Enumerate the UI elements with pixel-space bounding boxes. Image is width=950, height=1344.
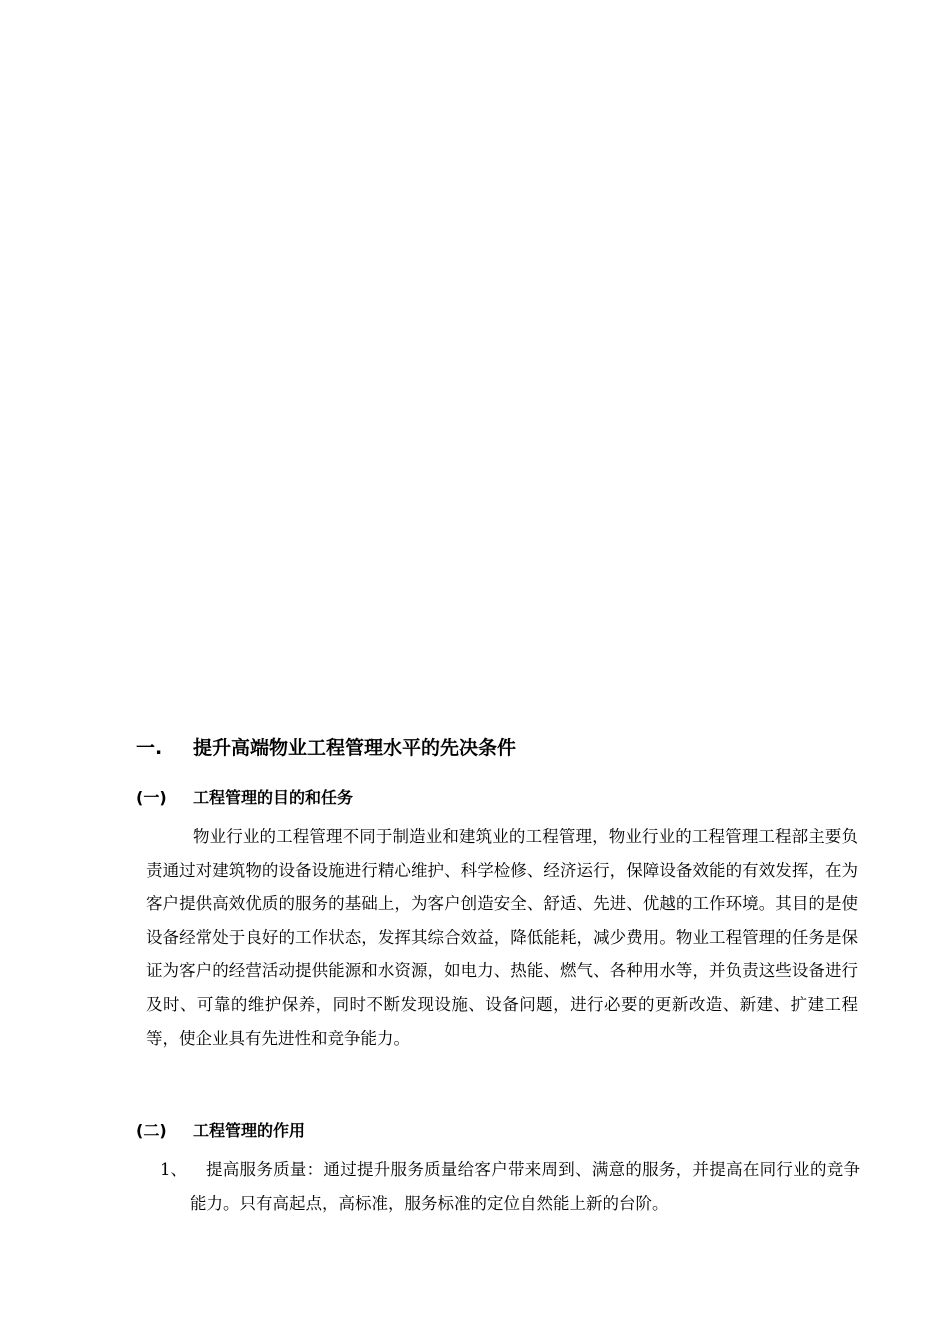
section-heading-1	[136, 734, 516, 762]
subsection-title: 工程管理的目的和任务	[193, 788, 354, 807]
heading-title: 提升高端物业工程管理水平的先决条件	[193, 737, 517, 759]
paragraph-text-part3: 为客户提供高效优质的服务的基础上，为客户创造安全、舒适、先进、优越的工作环境。其目的是使设备经常处于良好的工作状态，发挥其综合效益，降低能耗，减少费用。物业工程管理的任务是保证为客户的经营活动提供能源和水资源，如电力、热能、燃气、各种用水等，并负责这些设备进行及时、可靠的维护保养，同时不断发现设施、设备问题，进行必要的更新改造、新建、扩建工程等，使企业具有先进性和竞争能力。	[146, 860, 859, 1048]
subsection-number: (一)	[136, 788, 167, 807]
list-item-marker: 1、	[160, 1160, 187, 1179]
list-item-text: 提高服务质量：通过提升服务质量给客户带来周到、满意的服务，并提高在同行业的竞争能力。只有高起点，高标准，服务标准的定位自然能上新的台阶。	[190, 1160, 860, 1213]
heading-number: 一.	[136, 737, 163, 759]
list-item	[160, 1153, 860, 1221]
paragraph-text-part2: 通过对建筑物的设备设施进行精心维护、科学检修、经济运行，保障设备效能的有效发挥，在	[162, 860, 842, 880]
subsection-number: (二)	[136, 1121, 167, 1140]
body-paragraph	[146, 820, 858, 1055]
paragraph-text-part1: 物业行业的工程管理不同于制造业和建筑业的工程管理，物业行业的工程管理工程部主要负责	[146, 827, 858, 880]
subsection-heading-2	[136, 1119, 305, 1143]
subsection-title: 工程管理的作用	[193, 1121, 306, 1140]
subsection-heading-1	[136, 786, 353, 810]
